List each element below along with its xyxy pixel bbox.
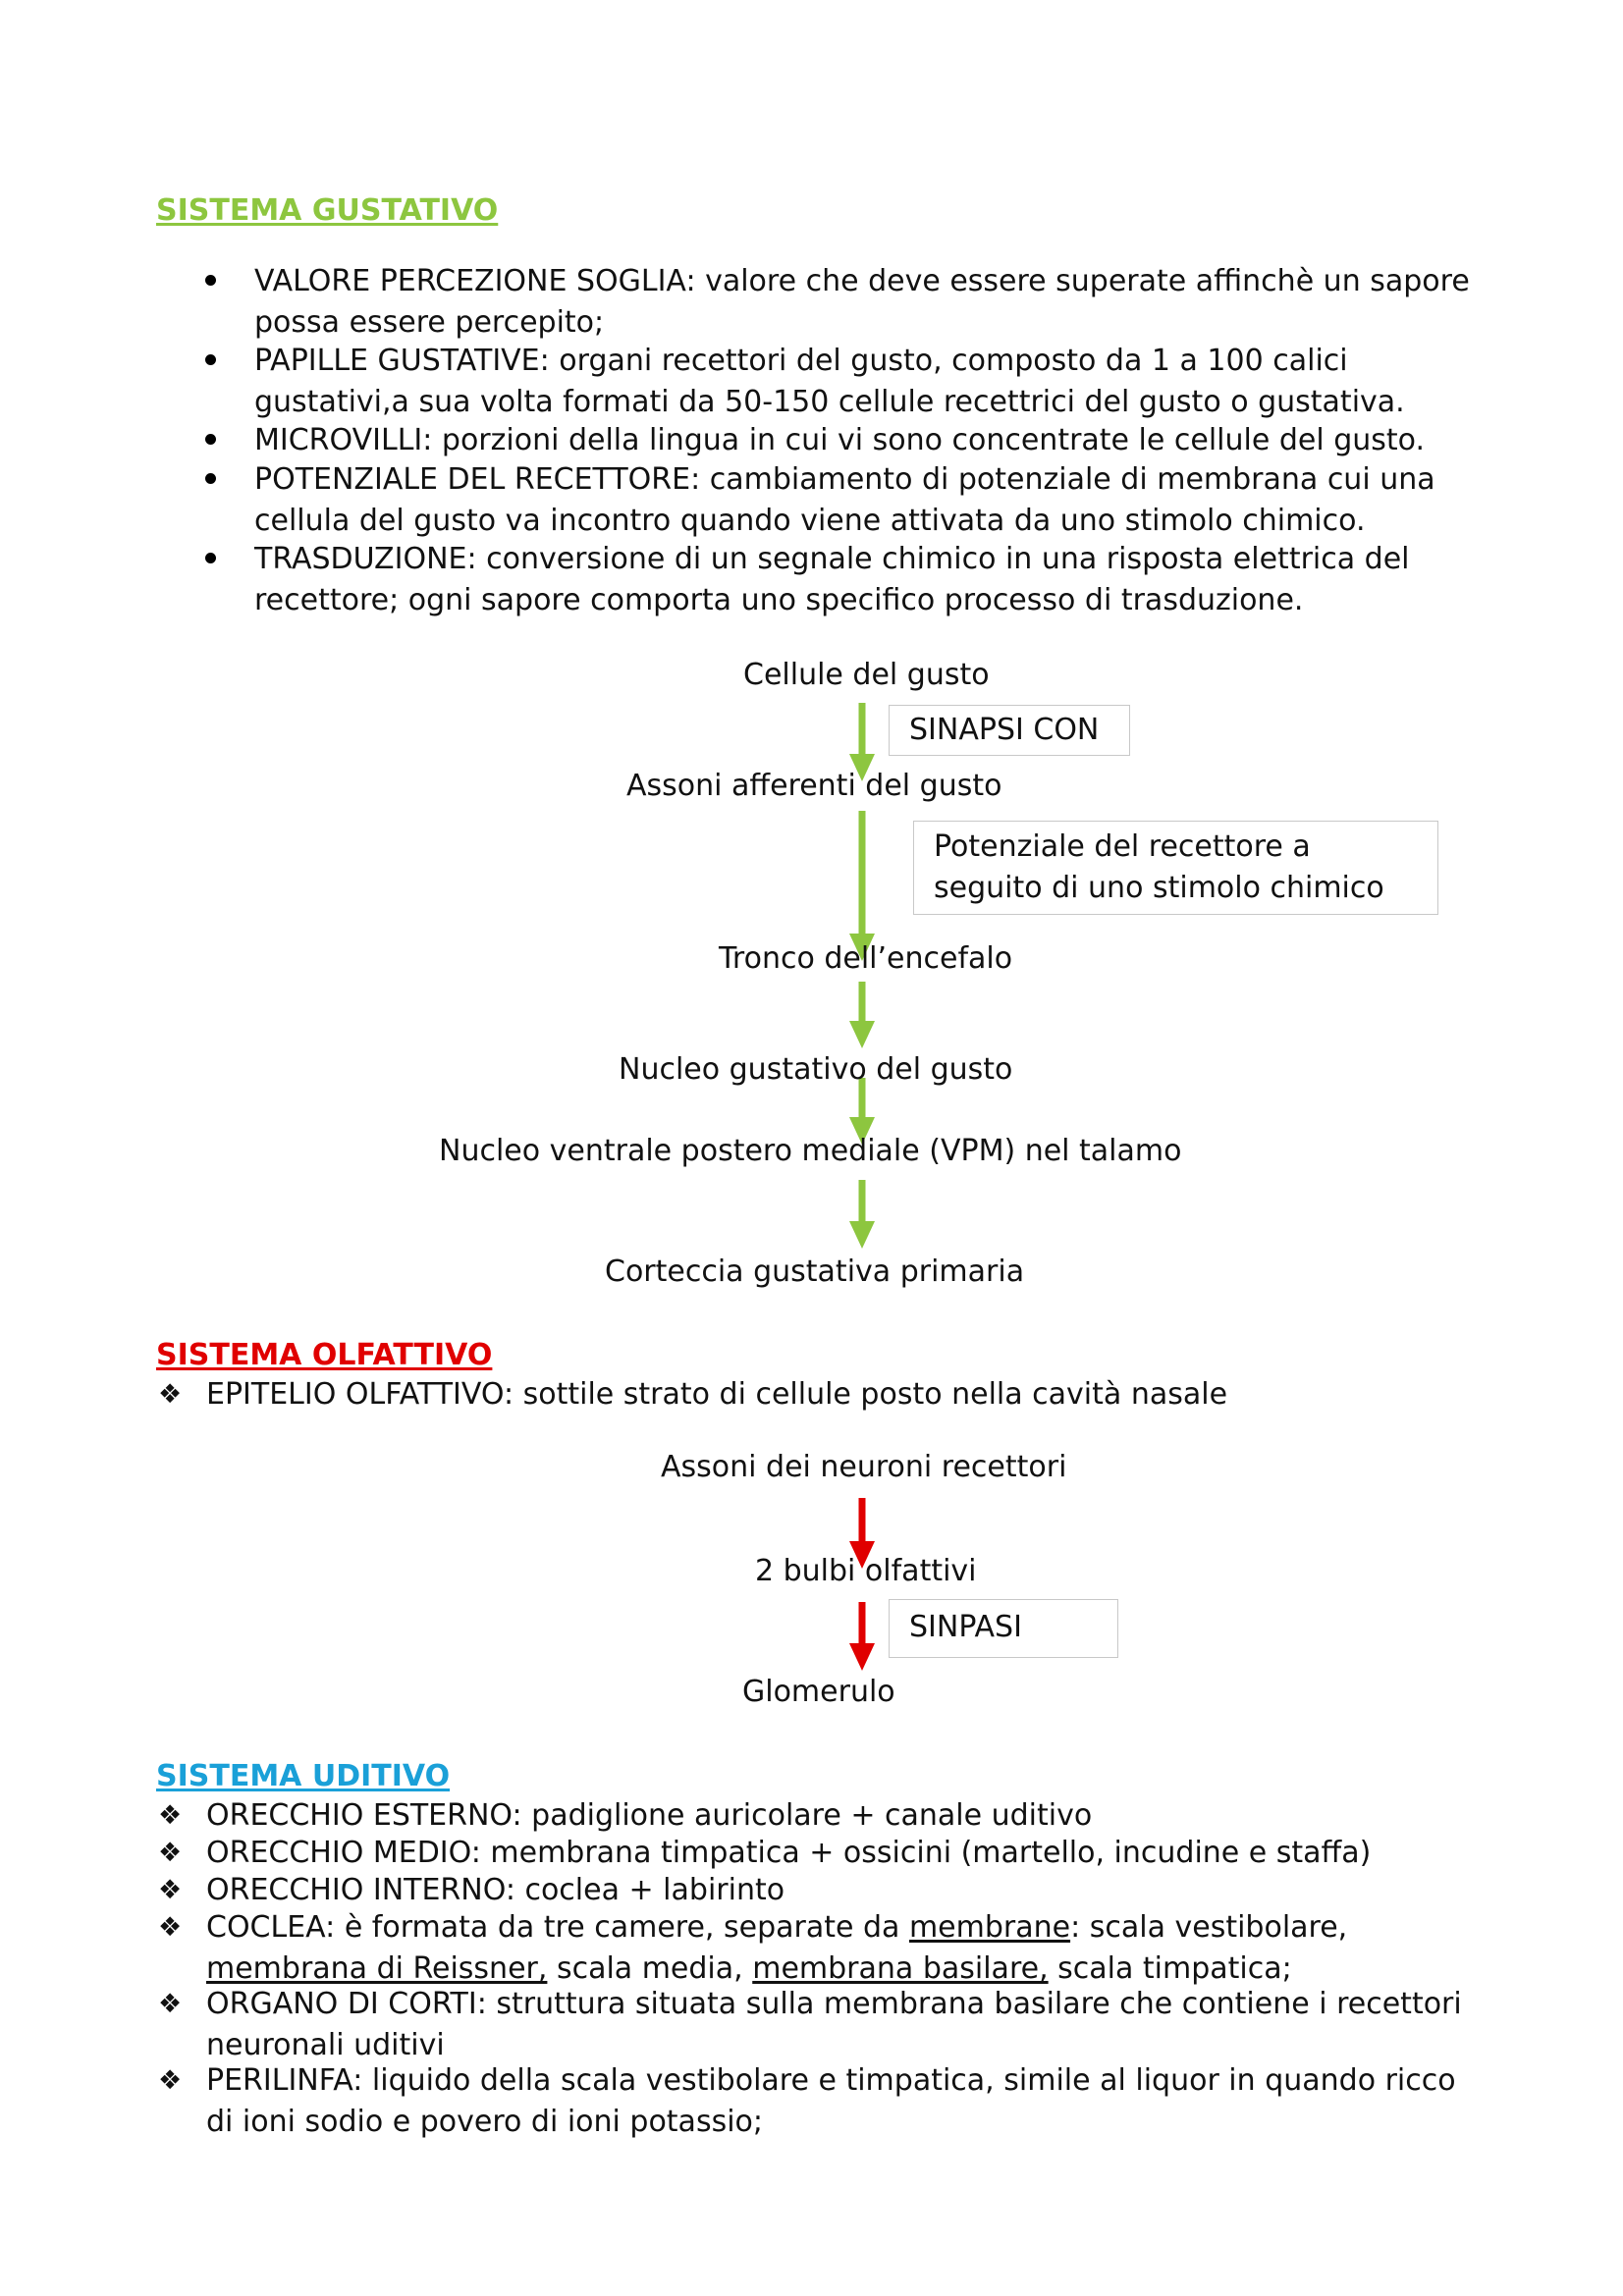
arrow-red-2 xyxy=(849,1602,875,1671)
flow-cellule-del-gusto: Cellule del gusto xyxy=(743,658,990,692)
diamond-bullet-icon: ❖ xyxy=(158,1875,183,1905)
box-line-1: Potenziale del recettore a xyxy=(934,829,1311,864)
bullet-orecchio-interno xyxy=(206,1870,1483,1911)
bullet-def: : porzioni della lingua in cui vi sono concentrate le cellule del gusto. xyxy=(422,423,1426,457)
diamond-bullet-icon: ❖ xyxy=(158,2065,183,2096)
bullet-def: : conversione di un segnale chimico in una risposta elettrica del recettore; ogni sapore comporta uno specifico processo di trasduzione. xyxy=(254,542,1410,617)
flow-nucleo-gustativo: Nucleo gustativo del gusto xyxy=(619,1052,1013,1087)
bullet-term: ORECCHIO ESTERNO xyxy=(206,1798,513,1833)
bullet-def: : padiglione auricolare + canale uditivo xyxy=(512,1798,1093,1833)
heading-sistema-gustativo: SISTEMA GUSTATIVO xyxy=(156,193,499,228)
diamond-bullet-icon: ❖ xyxy=(158,1800,183,1831)
bullet-def: : scala vestibolare, xyxy=(1070,1910,1348,1945)
bullet-term: ORECCHIO MEDIO xyxy=(206,1836,471,1870)
bullet-def: : membrana timpatica + ossicini (martello, incudine e staffa) xyxy=(470,1836,1372,1870)
box-sinpasi: SINPASI xyxy=(889,1599,1118,1658)
flow-glomerulo: Glomerulo xyxy=(742,1675,895,1709)
bullet-def: : valore che deve essere superate affinchè un sapore possa essere percepito; xyxy=(254,264,1470,340)
arrow-green-5 xyxy=(849,1180,875,1249)
bullet-perilinfa xyxy=(206,2060,1483,2143)
bullet-term: PAPILLE GUSTATIVE xyxy=(254,344,540,378)
bullet-orecchio-medio xyxy=(206,1833,1483,1874)
bullet-orecchio-esterno xyxy=(206,1795,1483,1837)
bullet-coclea xyxy=(206,1907,1483,1990)
bullet-term: PERILINFA xyxy=(206,2063,353,2098)
bullet-term: COCLEA xyxy=(206,1910,326,1945)
flow-assoni-afferenti: Assoni afferenti del gusto xyxy=(626,769,1002,803)
flow-bulbi-olfattivi: 2 bulbi olfattivi xyxy=(755,1554,977,1588)
bullet-term: ORGANO DI CORTI xyxy=(206,1987,477,2021)
diamond-bullet-icon: ❖ xyxy=(158,1989,183,2019)
flow-assoni-neuroni-recettori: Assoni dei neuroni recettori xyxy=(661,1450,1067,1484)
diamond-bullet-icon: ❖ xyxy=(158,1379,183,1410)
box-sinapsi-con: SINAPSI CON xyxy=(889,705,1130,756)
arrow-green-2 xyxy=(849,811,875,961)
flow-tronco-encefalo: Tronco dell’encefalo xyxy=(719,941,1013,976)
underlined-term: membrana basilare, xyxy=(752,1951,1049,1986)
bullet-def: : sottile strato di cellule posto nella cavità nasale xyxy=(503,1377,1228,1412)
diamond-bullet-icon: ❖ xyxy=(158,1912,183,1943)
bullet-def: scala timpatica; xyxy=(1048,1951,1292,1986)
bullet-organo-di-corti xyxy=(206,1984,1483,2066)
bullet-def: : liquido della scala vestibolare e timpatica, simile al liquor in quando ricco di ioni sodio e povero di ioni potassio; xyxy=(206,2063,1456,2139)
flow-corteccia-gustativa: Corteccia gustativa primaria xyxy=(605,1255,1025,1289)
heading-sistema-uditivo: SISTEMA UDITIVO xyxy=(156,1759,451,1793)
underlined-term: membrana di Reissner, xyxy=(206,1951,548,1986)
bullet-def: scala media, xyxy=(547,1951,753,1986)
box-potenziale-recettore xyxy=(913,821,1438,915)
bullet-term: MICROVILLI xyxy=(254,423,423,457)
bullet-def: : organi recettori del gusto, composto da 1 a 100 calici gustativi,a sua volta formati da 50-150 cellule recettrici del gusto o gustativa. xyxy=(254,344,1405,419)
bullet-term: ORECCHIO INTERNO xyxy=(206,1873,506,1907)
bullet-def: : è formata da tre camere, separate da xyxy=(325,1910,909,1945)
diamond-bullet-icon: ❖ xyxy=(158,1838,183,1868)
bullet-term: VALORE PERCEZIONE SOGLIA xyxy=(254,264,686,298)
arrow-green-3 xyxy=(849,982,875,1048)
bullet-term: EPITELIO OLFATTIVO xyxy=(206,1377,504,1412)
heading-sistema-olfattivo: SISTEMA OLFATTIVO xyxy=(156,1338,493,1372)
bullet-term: POTENZIALE DEL RECETTORE xyxy=(254,462,691,497)
bullet-def: : coclea + labirinto xyxy=(505,1873,785,1907)
flow-nucleo-vpm: Nucleo ventrale postero mediale (VPM) nel talamo xyxy=(439,1134,1182,1168)
bullet-def: : struttura situata sulla membrana basilare che contiene i recettori neuronali uditivi xyxy=(206,1987,1462,2062)
underlined-term: membrane xyxy=(908,1910,1071,1945)
box-line-2: seguito di uno stimolo chimico xyxy=(934,871,1384,905)
bullet-term: TRASDUZIONE xyxy=(254,542,467,576)
bullet-epitelio-olfattivo xyxy=(206,1374,1227,1415)
bullet-def: : cambiamento di potenziale di membrana cui una cellula del gusto va incontro quando viene attivata da uno stimolo chimico. xyxy=(254,462,1435,538)
